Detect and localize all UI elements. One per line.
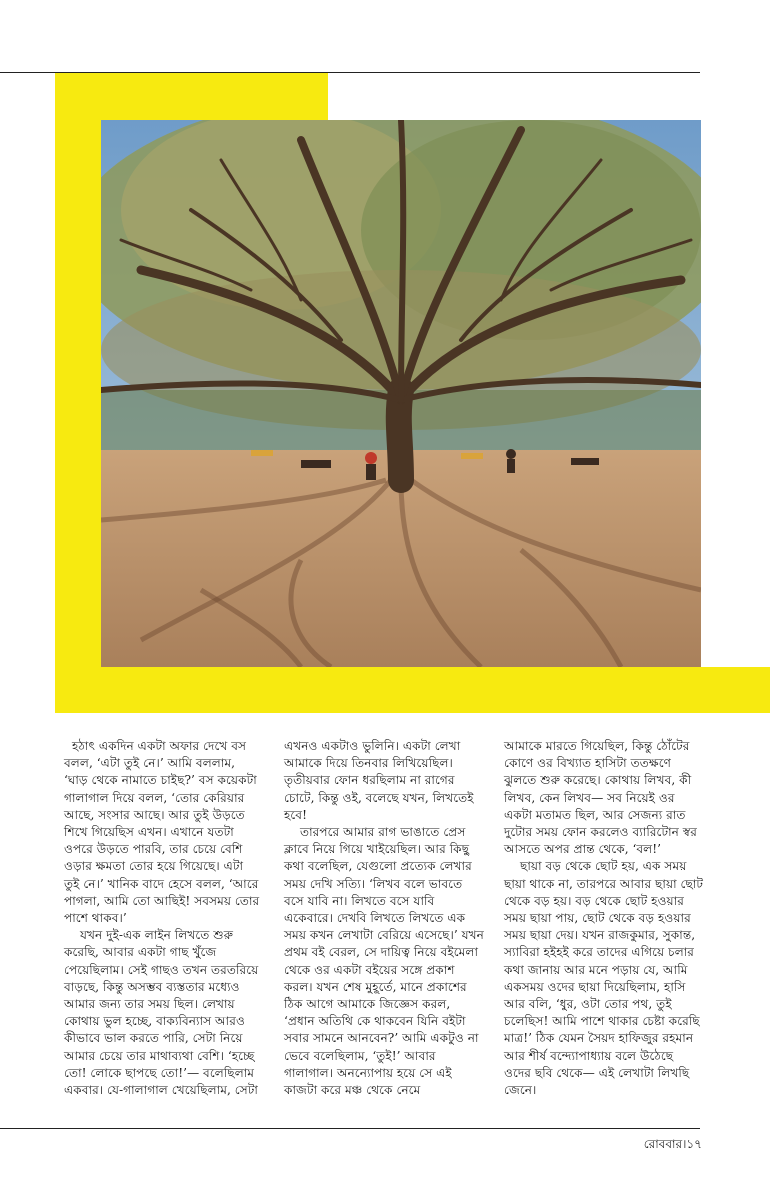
paragraph: যখন দুই-এক লাইন লিখতে শুরু করেছি, আবার একটা গাছ খুঁজে পেয়েছিলাম। সেই গাছও তখন তরতরিয়ে বাড়ছে, কিন্তু অসম্ভব ব্যস্ততার মধ্যেও আমার জন্য তার সময় ছিল। লেখায় কোথায় ভুল হচ্ছে, বাক্যবিন্যাস আরও কীভাবে ভাল করতে পারি, সেটা নিয়ে আমার চেয়ে তার মাথাব্যথা বেশি। ‘হচ্ছে তো! লোকে ছাপছে তো!’— বলেছিলাম একবার। যে-গালাগাল খেয়েছিলাম, সেটা xyxy=(64,928,259,1098)
text-column-1 xyxy=(64,738,260,1099)
paragraph: আমাকে মারতে গিয়েছিল, কিন্তু ঠোঁটের কোণে ওর বিখ্যাত হাসিটা ততক্ষণে ঝুলতে শুরু করেছে। কোথায় লিখব, কী লিখব, কেন লিখব— সব নিয়েই ওর একটা মতামত ছিল, আর সেজন্য রাত দুটোর সময় ফোন করলেও ব্যারিটোন স্বর আসতে অপর প্রান্ত থেকে, ‘বল!’ xyxy=(504,739,697,857)
banyan-tree-photo xyxy=(101,120,701,667)
page-folio: রোববার।১৭ xyxy=(643,1137,702,1151)
yellow-frame-left xyxy=(55,73,101,713)
paragraph: তারপরে আমার রাগ ভাঙাতে প্রেস ক্লাবে নিয়ে গিয়ে খাইয়েছিল। আর কিছু কথা বলেছিল, যেগুলো প্রত্যেক লেখার সময় দেখি সত্যি। ‘লিখব বলে ভাবতে বসে যাবি না। লিখতে বসে যাবি একেবারে। দেখবি লিখতে লিখতে এক সময় কখন লেখাটা বেরিয়ে এসেছে।’ যখন প্রথম বই বেরল, সে দায়িত্ব নিয়ে বইমেলা থেকে ওর একটা বইয়ের সঙ্গে প্রকাশ করল। যখন শেষ মুহূর্তে, মানে প্রকাশের ঠিক আগে আমাকে জিজ্ঞেস করল, ‘প্রধান অতিথি কে থাকবেন যিনি বইটা সবার সামনে আনবেন?’ আমি একটুও না ভেবে বলেছিলাম, ‘তুই!’ আবার গালাগাল। অনন্যোপায় হয়ে সে এই কাজটা করে মঞ্চ থেকে নেমে xyxy=(284,825,484,1098)
text-column-2 xyxy=(284,738,484,1099)
yellow-frame-bottom xyxy=(55,667,770,713)
paragraph: ছায়া বড় থেকে ছোট হয়, এক সময় ছায়া থাকে না, তারপরে আবার ছায়া ছোট থেকে বড় হয়। বড় থেকে ছোট হওয়ার সময় ছায়া পায়, ছোট থেকে বড় হওয়ার সময় ছায়া দেয়। যখন রাজকুমার, সুকান্ত, স্যাবিরা হইহই করে তাদের এগিয়ে চলার কথা জানায় আর মনে পড়ায় যে, আমি একসময় ওদের ছায়া দিয়েছিলাম, হাসি আর বলি, ‘ধুর, ওটা তোর পথ, তুই চলেছিস! আমি পাশে থাকার চেষ্টা করেছি মাত্র!’ ঠিক যেমন সৈয়দ হাফিজুর রহমান আর শীর্ষ বন্দ্যোপাধ্যায় বলে উঠেছে ওদের ছবি থেকে— এই লেখাটা লিখছি জেনে। xyxy=(504,859,704,1098)
paragraph: এখনও একটাও ভুলিনি। একটা লেখা আমাকে দিয়ে তিনবার লিখিয়েছিল। তৃতীয়বার ফোন ধরছিলাম না রাগের চোটে, কিন্তু ওই, বলেছে যখন, লিখতেই হবে! xyxy=(284,739,474,822)
bottom-rule xyxy=(0,1128,700,1129)
text-column-3 xyxy=(504,738,704,1099)
paragraph: হঠাৎ একদিন একটা অফার দেখে বস বলল, ‘এটা তুই নে।’ আমি বললাম, ‘ঘাড় থেকে নামাতে চাইছ?’ বস কয়েকটা গালাগাল দিয়ে বলল, ‘তোর কেরিয়ার আছে, সংসার আছে। আর তুই উড়তে শিখে গিয়েছিস এখন। এখানে যতটা ওপরে উড়তে পারবি, তার চেয়ে বেশি ওড়ার ক্ষমতা তোর হয়ে গিয়েছে। এটা তুই নে।’ খানিক বাদে হেসে বলল, ‘আরে পাগলা, আমি তো আছিই! সবসময় তোর পাশে থাকব।’ xyxy=(64,739,260,926)
